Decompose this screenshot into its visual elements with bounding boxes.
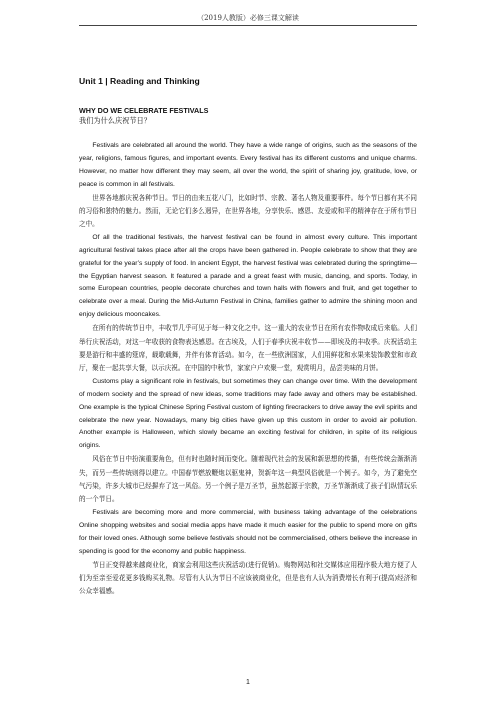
paragraph-2-en: Of all the traditional festivals, the harvest festival can be found in almost every culture. This important agricultural festival takes place after all the crops have been gathered in. People celebrate to show that they are grateful for the year’s supply of food. In ancient Egypt, the harvest festival was celebrated during the springtime—the Egyptian harvest season. It featured a parade and a great feast with music, dancing, and sports. Today, in some European countries, people decorate churches and town halls with flowers and fruit, and get together to celebrate over a meal. During the Mid-Autumn Festival in China, families gather to admire the shining moon and enjoy delicious mooncakes.	[79, 233, 417, 319]
paragraph-3-cn: 风俗在节日中扮演重要角色，但有时也随时间而变化。随着现代社会的发展和新思想的传播，有些传统会渐渐消失，而另一些传统则得以建立。中国春节燃放鞭炮以驱鬼神，贺新年这一典型风俗就是一个例子。如今，为了避免空气污染，许多大城市已经摒弃了这一风俗。另一个例子是万圣节，虽然起源于宗教，万圣节渐渐成了孩子们纵情玩乐的一个节日。	[79, 455, 417, 504]
header-rule	[79, 25, 417, 26]
section-title-en: WHY DO WE CELEBRATE FESTIVALS	[79, 106, 209, 115]
unit-title: Unit 1 | Reading and Thinking	[79, 76, 200, 86]
main-content	[79, 76, 417, 599]
paragraph-2-cn: 在所有的传统节日中，丰收节几乎可见于每一种文化之中。这一重大的农业节日在所有农作物收成后来临。人们举行庆祝活动，对这一年收获的食物表达感恩。在古埃及，人们于春季庆祝丰收节——即埃及的丰收季。庆祝活动主要是游行和丰盛的筵席，载歌载舞，并伴有体育活动。如今，在一些欧洲国家，人们用鲜花和水果来装饰教堂和市政厅，聚在一起共享大餐，以示庆祝。在中国的中秋节，家家户户欢聚一堂，观赏明月，品尝美味的月饼。	[79, 324, 417, 373]
section-title-cn: 我们为什么庆祝节日？	[79, 116, 151, 125]
page-number: 1	[246, 679, 250, 686]
paragraph-1-en: Festivals are celebrated all around the world. They have a wide range of origins, such as the seasons of the year, religions, famous figures, and important events. Every festival has its different customs and unique charms. However, no matter how different they may seem, all over the world, the spirit of sharing joy, gratitude, love, or peace is common in all festivals.	[79, 142, 417, 188]
paragraph-4-en: Festivals are becoming more and more commercial, with business taking advantage of the celebrations Online shopping websites and social media apps have made it much easier for the public to spend more on gifts for their loved ones. Although some believe festivals should not be commercialised, others believe the increase in spending is good for the economy and public happiness.	[79, 508, 417, 555]
paragraph-3-en: Customs play a significant role in festivals, but sometimes they can change over time. With the development of modern society and the spread of new ideas, some traditions may fade away and others may be established. One example is the typical Chinese Spring Festival custom of lighting firecrackers to drive away the evil spirits and celebrate the new year. Nowadays, many big cities have given up this custom in order to avoid air pollution. Another example is Halloween, which slowly became an exciting festival for children, in spite of its religious origins.	[79, 377, 417, 450]
paragraph-4-cn: 节日正变得越来越商业化，商家会利用这些庆祝活动(进行促销)。购物网站和社交媒体应用程序极大地方便了人们为至亲至爱花更多钱购买礼物。尽管有人认为节日不应该被商业化，但是也有人认为消费增长有利于(提高)经济和公众幸福感。	[79, 560, 417, 596]
paragraph-1-cn: 世界各地都庆祝各种节日。节日的由来五花八门，比如时节、宗教、著名人物及重要事件。每个节日都有其不同的习俗和独特的魅力。然而，无论它们多么迥异，在世界各地，分享快乐、感恩、友爱或和平的精神存在于所有节日之中。	[79, 193, 417, 229]
page-header: （2019人教版）必修三课文解读	[197, 14, 299, 22]
